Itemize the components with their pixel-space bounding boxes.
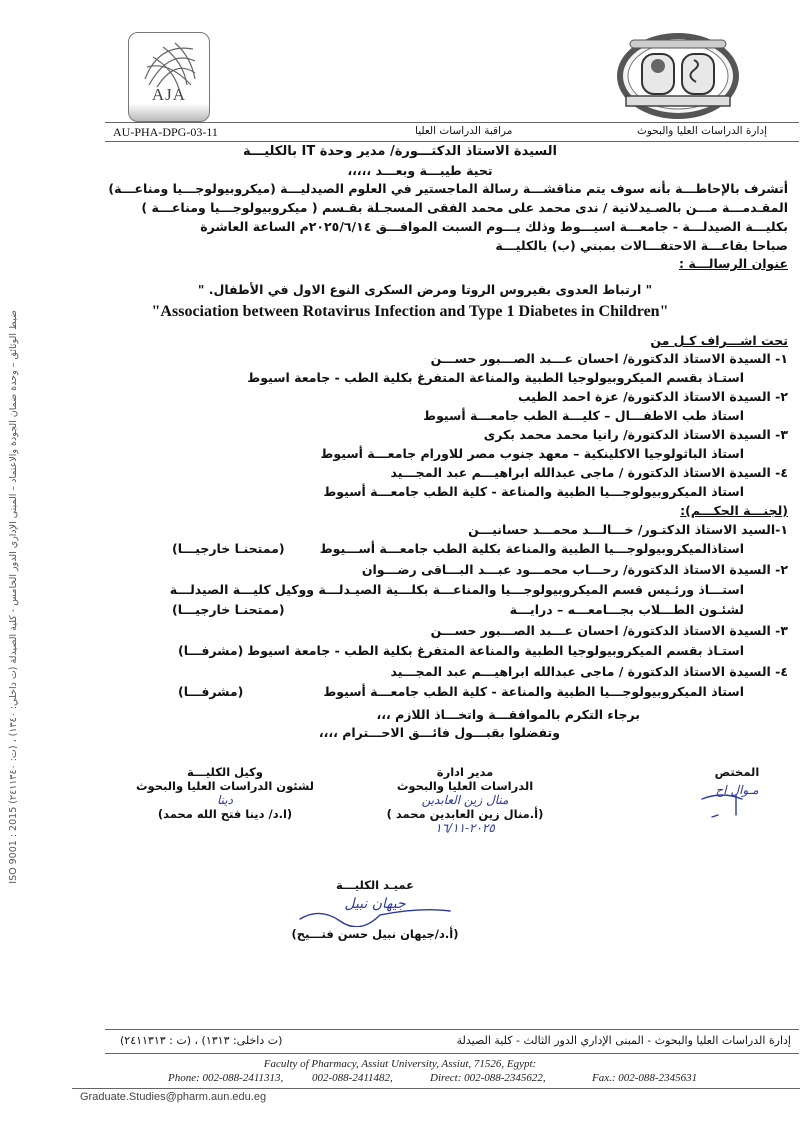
- closing-line-2: وتفضلوا بقبـــول فائـــق الاحـــترام ،،،،: [318, 725, 560, 740]
- committee-2-name: ٢- السيدة الاستاذ الدكتورة/ رحـــاب محمـــود عبـــد البـــاقى رضـــوان: [361, 562, 788, 577]
- committee-2-role: (ممتحنـا خارجيـــا): [172, 602, 285, 617]
- footer-address-english: Faculty of Pharmacy, Assiut University, Assiut, 71526, Egypt:: [263, 1058, 537, 1070]
- committee-heading: (لجنـــة الحكـــم):: [680, 503, 788, 518]
- aja-logo-text: AJA: [151, 85, 187, 104]
- footer-phone-2: 002-088-2411482,: [312, 1072, 393, 1084]
- closing-line-1: برجاء التكرم بالموافقـــة واتخـــاذ اللازم ،،،: [376, 707, 640, 722]
- side-quality-note: ضبط الوثائق – وحدة ضمان الجودة والاعتماد – المبنى الإداري الدور الخامس - كلية الصيدلة (ت داخلي: ١٣٤٠) ، (ت: ٢٤١١٣٤٠) ISO 9001 : 2015: [8, 310, 19, 884]
- aja-logo: [128, 32, 210, 122]
- admin-director-title-2: الدراسات العليا والبحوث: [396, 779, 534, 793]
- specialist-signature-stroke: [692, 791, 782, 821]
- globe-icon: [139, 39, 199, 91]
- supervisor-4-title: استاذ الميكروبيولوجـــيا الطبية والمناعة - كلية الطب جامعـــة أسيوط: [323, 484, 744, 499]
- committee-4-title: استاذ الميكروبيولوجـــيا الطبية والمناعة - كلية الطب جامعـــة أسيوط: [323, 684, 744, 699]
- footer-address-arabic: إدارة الدراسات العليا والبحوث - المبنى الإداري الدور الثالث - كلية الصيدلة: [456, 1034, 791, 1047]
- footer-bottom-rule: [72, 1088, 800, 1089]
- committee-2-title: استـــاذ ورئـيس قسم الميكروبيولوجـــيا والمناعـــة بكلـــية الصيـدلـــة ووكيل كليـــة الصيدلـــة: [169, 582, 744, 597]
- supervisor-1-name: ١- السيدة الاستاذ الدكتورة/ احسان عـــبد الصـــبور حســـن: [430, 351, 788, 366]
- supervisor-4-name: ٤- السيدة الاستاذ الدكتورة / ماجى عبدالله ابراهيـــم عبد المجـــيد: [390, 465, 788, 480]
- footer-phone-1: Phone: 002-088-2411313,: [168, 1072, 284, 1084]
- vice-dean-name: (ا.د/ دينا فتح الله محمد): [157, 807, 293, 821]
- vice-dean-title-2: لشئون الدراسات العليا والبحوث: [135, 779, 314, 793]
- admin-director-name: (أ.منال زين العابدين محمد ): [386, 807, 544, 821]
- body-line-1: أتشرف بالإحاطـــة بأنه سوف يتم مناقشـــة رسالة الماجستير في العلوم الصيدليـــة (ميكروبيولوجـــيا ومناعـــة): [108, 181, 788, 196]
- supervisor-1-title: استـاذ بقسم الميكروبيولوجيا الطبية والمناعة المتفرغ بكلية الطب - جامعة اسيوط: [247, 370, 744, 385]
- supervisor-2-name: ٢- السيدة الاستاذ الدكتورة/ عزة احمد الطيب: [517, 389, 788, 404]
- committee-1-title: استاذالميكروبيولوجـــيا الطبية والمناعة بكلية الطب جامعـــة أســـيوط: [319, 541, 744, 556]
- specialist-signature: مـوال اح: [715, 783, 759, 797]
- thesis-label: عنوان الرسالـــة :: [679, 256, 788, 271]
- supervisor-3-name: ٣- السيدة الاستاذ الدكتورة/ رانيا محمد محمد بكرى: [483, 427, 788, 442]
- footer-top-rule: [105, 1029, 799, 1030]
- dean-signature-block: [280, 878, 470, 941]
- dean-signature: جيهان نبيل: [344, 896, 406, 912]
- footer-arabic-band: [105, 1031, 799, 1053]
- supervision-heading: تحت اشـــراف كـل من: [650, 333, 788, 348]
- admin-director-title-1: مدير ادارة: [436, 765, 494, 779]
- supervisor-3-title: استاذ الباثولوجيا الاكلينكية – معهد جنوب مصر للاورام جامعـــة أسيوط: [320, 446, 744, 461]
- admin-director-signature-block: [380, 765, 550, 835]
- committee-2-title-cont: لشئـون الطـــلاب بجـــامعـــه – درايـــة: [509, 602, 744, 617]
- body-line-2: المقـدمـــة مـــن بالصـيدلانية / ندى محمد على محمد الفقى المسجـلة بقـسم ( ميكروبيولوجـــيا ومناعـــة ): [141, 200, 788, 215]
- vice-dean-title-1: وكيل الكليـــة: [187, 765, 263, 779]
- thesis-title-arabic: " ارتباط العدوى بفيروس الروتا ومرض السكرى النوع الاول في الأطفال. ": [197, 282, 653, 297]
- footer-fax: Fax.: 002-088-2345631: [592, 1072, 698, 1084]
- admin-director-handwritten-date: ٢٠٢٥-١٦/١١: [435, 821, 495, 835]
- committee-4-name: ٤- السيدة الاستاذ الدكتورة / ماجى عبدالله ابراهيـــم عبد المجـــيد: [390, 664, 788, 679]
- footer-email[interactable]: Graduate.Studies@pharm.aun.edu.eg: [80, 1091, 267, 1103]
- addressee: السيدة الاستاذ الدكتـــورة/ مدير وحدة IT بالكليـــة: [242, 144, 557, 159]
- dean-name: (أ.د/جيهان نبيل حسن فتـــيح): [291, 927, 459, 941]
- committee-4-role: (مشرفـــا): [178, 684, 244, 699]
- committee-3-name: ٣- السيدة الاستاذ الدكتورة/ احسان عـــبد الصـــبور حســـن: [430, 623, 788, 638]
- committee-3-title: استـاذ بقسم الميكروبيولوجيا الطبية والمناعة المتفرغ بكلية الطب - جامعة اسيوط: [247, 643, 744, 658]
- dean-signature-stroke: [280, 905, 470, 927]
- header-bottom-rule: [105, 141, 799, 142]
- greeting: تحية طيبـــة وبعـــد ،،،،،: [347, 163, 493, 178]
- footer-mid-rule: [105, 1053, 799, 1054]
- dean-title: عميـد الكليـــة: [336, 878, 414, 892]
- document-code: AU-PHA-DPG-03-11: [113, 125, 218, 139]
- committee-1-name: ١-السيد الاستاذ الدكتـور/ خـــالـــد محمـــد حسانيـــن: [468, 522, 788, 537]
- body-line-3: بكليـــة الصيدلـــة - جامعـــة اسيـــوط وذلك يـــوم السبت الموافـــق ٢٠٢٥/٦/١٤م الساعة العاشرة: [200, 219, 788, 234]
- vice-dean-signature-block: [130, 765, 320, 821]
- vice-dean-signature: دينا: [217, 793, 233, 807]
- header-band: [105, 124, 799, 142]
- university-emblem: [608, 30, 798, 122]
- footer-phones-arabic: (ت داخلى: ١٣١٣) ، (ت : ٢٤١١٣١٣): [120, 1034, 283, 1047]
- committee-3-role: (مشرفـــا): [178, 643, 244, 658]
- specialist-title: المختص: [714, 765, 760, 779]
- footer-direct-phone: Direct: 002-088-2345622,: [430, 1072, 546, 1084]
- admin-director-signature: منال زين العابدين: [421, 793, 509, 807]
- thesis-title-english: "Association between Rotavirus Infection and Type 1 Diabetes in Children": [151, 303, 669, 320]
- supervisor-2-title: استاذ طب الاطفـــال – كليـــة الطب جامعـــة أسيوط: [423, 408, 744, 423]
- header-center-label: مراقبة الدراسات العليا: [415, 125, 513, 137]
- body-line-4: صباحا بقاعـــة الاحتفـــالات بمبني (ب) بالكليـــة: [495, 238, 788, 253]
- header-department: إدارة الدراسات العليا والبحوث: [636, 125, 767, 137]
- committee-1-role: (ممتحنـا خارجيـــا): [172, 541, 285, 556]
- header-top-rule: [105, 122, 799, 123]
- specialist-signature-block: [692, 765, 782, 825]
